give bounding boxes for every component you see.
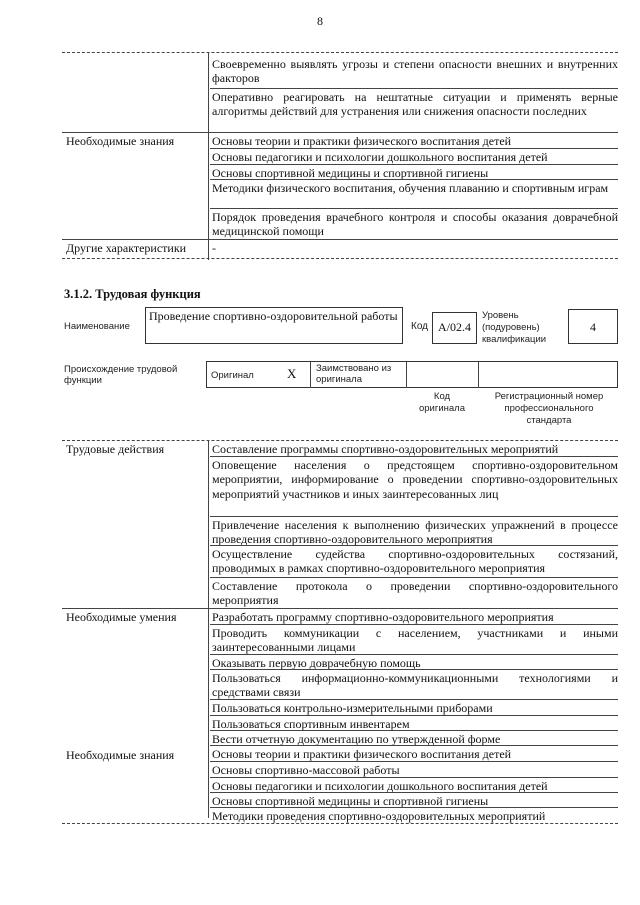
row-divider [62, 608, 618, 609]
row-divider [62, 132, 618, 133]
row-label-skills: Необходимые умения [66, 610, 177, 624]
row-divider [210, 792, 618, 793]
row-divider [210, 208, 618, 209]
list-item: Вести отчетную документацию по утвержденной форме [212, 732, 501, 746]
name-label: Наименование [64, 321, 130, 332]
level-value: 4 [590, 320, 596, 334]
row-label-knowledge: Необходимые знания [66, 748, 175, 762]
list-item: Методики проведения спортивно-оздоровительных мероприятий [212, 809, 546, 823]
row-divider [210, 516, 618, 517]
row-divider [210, 669, 618, 670]
list-item: Методики физического воспитания, обучения плаванию и спортивным играм [212, 181, 609, 195]
list-item: Привлечение населения к выполнению физических упражнений в процессе проведения спортивно-оздоровительного мероприятия [212, 518, 618, 547]
row-divider [210, 88, 618, 89]
list-item: Порядок проведения врачебного контроля и способы оказания доврачебной медицинской помощи [212, 210, 618, 239]
cell-divider [406, 361, 407, 388]
original-label: Оригинал [211, 370, 254, 381]
list-item: - [212, 241, 216, 255]
section-title: 3.1.2. Трудовая функция [64, 287, 201, 301]
list-item: Основы теории и практики физического воспитания детей [212, 747, 512, 761]
row-divider [210, 807, 618, 808]
list-item: Пользоваться контрольно-измерительными приборами [212, 701, 493, 715]
list-item: Основы педагогики и психологии дошкольного воспитания детей [212, 150, 548, 164]
row-divider [210, 745, 618, 746]
origin-label: Происхождение трудовой функции [64, 364, 178, 386]
list-item: Проводить коммуникации с населением, участниками и иными заинтересованными лицами [212, 626, 618, 655]
code-value: А/02.4 [438, 320, 471, 334]
row-divider [210, 624, 618, 625]
cell-divider [310, 361, 311, 388]
reg-number-label: Регистрационный номер профессионального стандарта [494, 391, 604, 426]
row-divider [210, 777, 618, 778]
row-label-knowledge: Необходимые знания [66, 134, 175, 148]
row-divider [210, 179, 618, 180]
row-divider [210, 654, 618, 655]
row-divider [210, 456, 618, 457]
list-item: Оповещение населения о предстоящем спортивно-оздоровительном мероприятии, информирование о проведении спортивно-оздоровительных мероприятий участников и иных заинтересованных лиц [212, 458, 618, 501]
row-divider [210, 730, 618, 731]
row-label-labor-actions: Трудовые действия [66, 442, 165, 456]
table-border [62, 440, 618, 441]
original-mark: Х [287, 366, 297, 381]
list-item: Оперативно реагировать на нештатные ситуации и применять верные алгоритмы действий для устранения или снижения опасности последних [212, 90, 618, 119]
row-divider [210, 699, 618, 700]
table-divider [208, 440, 209, 818]
list-item: Основы педагогики и психологии дошкольного воспитания детей [212, 779, 548, 793]
list-item: Основы спортивной медицины и спортивной гигиены [212, 166, 489, 180]
table-border [62, 823, 618, 824]
borrowed-label: Заимствовано из оригинала [316, 363, 392, 385]
page-number: 8 [317, 14, 323, 28]
list-item: Составление программы спортивно-оздоровительных мероприятий [212, 442, 559, 456]
row-divider [210, 148, 618, 149]
level-label: Уровень (подуровень) квалификации [482, 310, 547, 345]
list-item: Разработать программу спортивно-оздоровительного мероприятия [212, 610, 554, 624]
cell-divider [478, 361, 479, 388]
row-divider [62, 239, 618, 240]
row-divider [210, 715, 618, 716]
list-item: Пользоваться спортивным инвентарем [212, 717, 410, 731]
row-divider [210, 761, 618, 762]
list-item: Оказывать первую доврачебную помощь [212, 656, 421, 670]
code-label: Код [411, 321, 429, 332]
code-original-label: Код оригинала [418, 391, 465, 414]
row-divider [210, 164, 618, 165]
list-item: Основы спортивно-массовой работы [212, 763, 400, 777]
row-divider [210, 545, 618, 546]
row-label-other: Другие характеристики [66, 241, 187, 255]
list-item: Основы спортивной медицины и спортивной гигиены [212, 794, 489, 808]
name-value: Проведение спортивно-оздоровительной работы [149, 309, 398, 323]
row-divider [210, 577, 618, 578]
list-item: Пользоваться информационно-коммуникационными технологиями и средствами связи [212, 671, 618, 700]
table-divider [208, 52, 209, 260]
list-item: Основы теории и практики физического воспитания детей [212, 134, 512, 148]
table-border [62, 258, 618, 259]
list-item: Своевременно выявлять угрозы и степени опасности внешних и внутренних факторов [212, 57, 618, 86]
list-item: Осуществление судейства спортивно-оздоровительных состязаний, проводимых в рамках спортивно-оздоровительного мероприятия [212, 547, 618, 576]
origin-box [206, 361, 618, 388]
table-border [62, 52, 618, 53]
list-item: Составление протокола о проведении спортивно-оздоровительного мероприятия [212, 579, 618, 608]
